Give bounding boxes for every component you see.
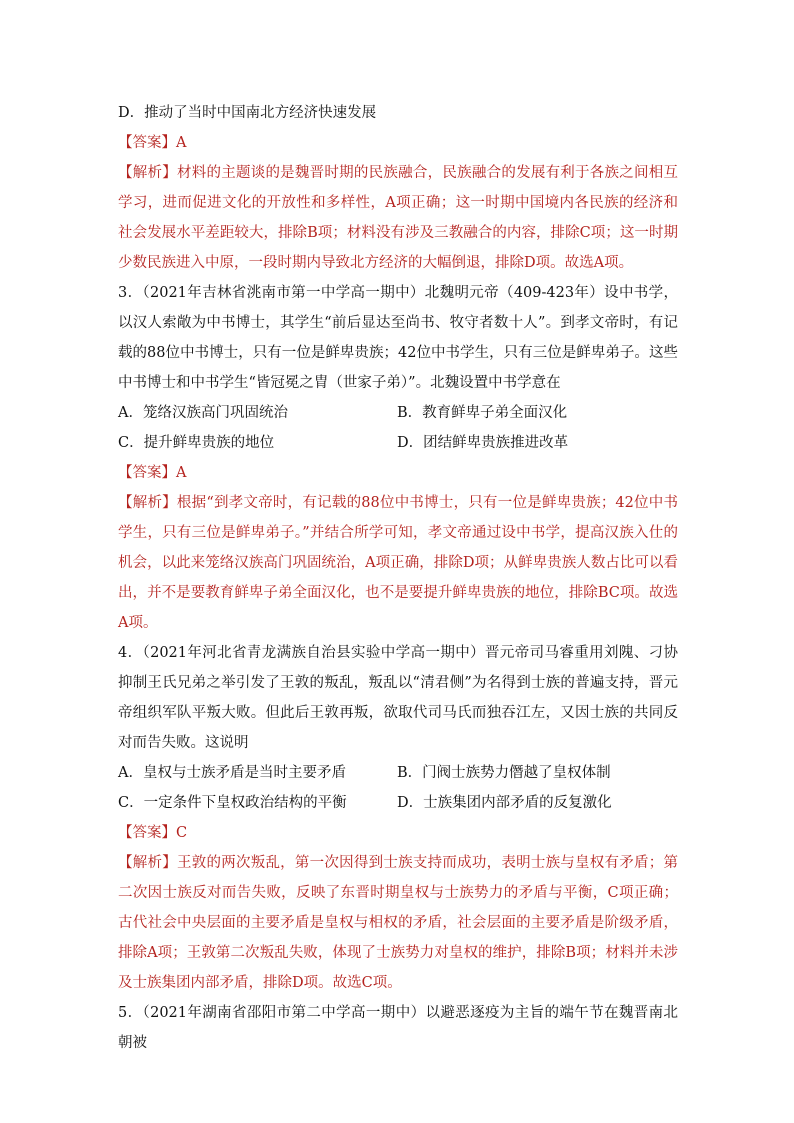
q2-answer-tag: 【答案】 [118,135,176,151]
q3-analysis [118,488,678,638]
q4-option-c: C．一定条件下皇权政治结构的平衡 [118,795,347,811]
q4-answer-value: C [176,825,188,841]
q4-analysis-tag: 【解析】 [118,855,177,871]
q4-stem: 4．（2021年河北省青龙满族自治县实验中学高一期中）晋元帝司马睿重用刘隗、刁协抑制王氏兄弟之举引发了王敦的叛乱，叛乱以“清君侧”为名得到士族的普遍支持，晋元帝组织军队平叛大败。但此后王敦再叛，欲取代司马氏而独吞江左，又因士族的共同反对而告失败。这说明 [118,645,678,751]
q3-option-d: D．团结鲜卑贵族推进改革 [397,435,569,451]
q5-stem: 5．（2021年湖南省邵阳市第二中学高一期中）以避恶逐疫为主旨的端午节在魏晋南北朝被 [118,1005,678,1051]
q3-stem: 3．（2021年吉林省洮南市第一中学高一期中）北魏明元帝（409-423年）设中书学，以汉人索敞为中书博士，其学生“前后显达至尚书、牧守者数十人”。到孝文帝时，有记载的88位中书博士，只有一位是鲜卑贵族；42位中书学生，只有三位是鲜卑弟子。这些中书博士和中书学生“皆冠冕之胄（世家子弟）”。北魏设置中书学意在 [118,285,678,391]
q4-analysis-text: 王敦的两次叛乱，第一次因得到士族支持而成功，表明士族与皇权有矛盾；第二次因士族反对而告失败，反映了东晋时期皇权与士族势力的矛盾与平衡，C项正确；古代社会中央层面的主要矛盾是皇权与相权的矛盾，社会层面的主要矛盾是阶级矛盾，排除A项；王敦第二次叛乱失败，体现了士族势力对皇权的维护，排除B项；材料并未涉及士族集团内部矛盾，排除D项。故选C项。 [118,855,679,991]
q2-option-d: D．推动了当时中国南北方经济快速发展 [118,105,377,121]
q3-options-row-2 [118,428,678,458]
q2-analysis [118,158,678,278]
q4-answer [118,818,678,848]
q2-analysis-tag: 【解析】 [118,165,177,181]
document-page [118,98,678,1058]
q3-analysis-tag: 【解析】 [118,495,177,511]
q3-answer-tag: 【答案】 [118,465,176,481]
q4-option-d: D．士族集团内部矛盾的反复激化 [397,795,612,811]
q4-option-b: B．门阀士族势力僭越了皇权体制 [397,765,611,781]
q4-analysis [118,848,678,998]
q4-options-row-1 [118,758,678,788]
q3-options-row-1 [118,398,678,428]
q4-option-a: A．皇权与士族矛盾是当时主要矛盾 [118,765,346,781]
q3-analysis-text: 根据“到孝文帝时，有记载的88位中书博士，只有一位是鲜卑贵族；42位中书学生，只有三位是鲜卑弟子。”并结合所学可知，孝文帝通过设中书学，提高汉族入仕的机会，以此来笼络汉族高门巩固统治，A项正确，排除D项；从鲜卑贵族人数占比可以看出，并不是要教育鲜卑子弟全面汉化，也不是要提升鲜卑贵族的地位，排除BC项。故选A项。 [118,495,679,631]
q2-answer-value: A [176,135,187,151]
q2-analysis-text: 材料的主题谈的是魏晋时期的民族融合，民族融合的发展有利于各族之间相互学习，进而促进文化的开放性和多样性，A项正确；这一时期中国境内各民族的经济和社会发展水平差距较大，排除B项；材料没有涉及三教融合的内容，排除C项；这一时期少数民族进入中原，一段时期内导致北方经济的大幅倒退，排除D项。故选A项。 [118,165,679,271]
q3-option-b: B．教育鲜卑子弟全面汉化 [397,405,568,421]
q3-option-c: C．提升鲜卑贵族的地位 [118,435,275,451]
q4-answer-tag: 【答案】 [118,825,176,841]
q3-answer-value: A [176,465,187,481]
q2-answer [118,128,678,158]
q3-option-a: A．笼络汉族高门巩固统治 [118,405,288,421]
q4-options-row-2 [118,788,678,818]
q3-answer [118,458,678,488]
